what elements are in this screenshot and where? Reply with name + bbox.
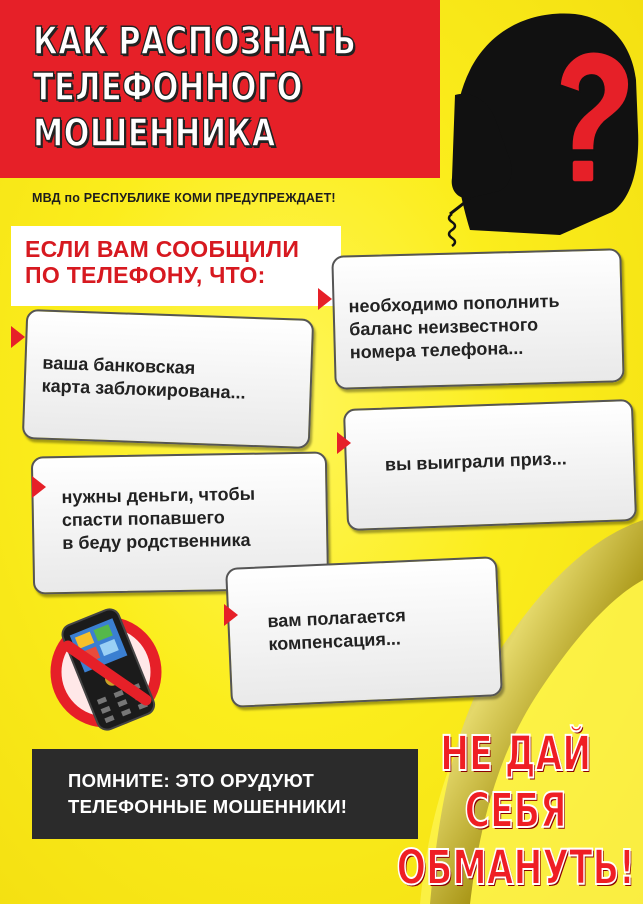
no-phone-icon bbox=[50, 598, 170, 738]
bubble-arrow bbox=[224, 604, 238, 626]
bubble-arrow bbox=[337, 432, 351, 454]
police-warning: МВД по РЕСПУБЛИКЕ КОМИ ПРЕДУПРЕЖДАЕТ! bbox=[32, 191, 336, 205]
title-line-3: МОШЕННИКА bbox=[33, 111, 276, 155]
bubble-compensation: вам полагается компенсация... bbox=[225, 556, 503, 708]
title-line-2: ТЕЛЕФОННОГО bbox=[33, 65, 303, 109]
slogan: НЕ ДАЙ СЕБЯ ОБМАНУТЬ! bbox=[396, 726, 635, 896]
bubble-relative-in-trouble: нужны деньги, чтобы спасти попавшего в беду родственника bbox=[31, 451, 329, 594]
question-text: ЕСЛИ ВАМ СООБЩИЛИ ПО ТЕЛЕФОНУ, ЧТО: bbox=[25, 236, 300, 288]
question-box bbox=[11, 226, 341, 306]
bubble-arrow bbox=[32, 476, 46, 498]
bubble-topup-balance: необходимо пополнить баланс неизвестного номера телефона... bbox=[331, 248, 624, 390]
title-line-1: КАК РАСПОЗНАТЬ bbox=[33, 19, 357, 63]
page-title bbox=[33, 18, 356, 156]
reminder-text: ПОМНИТЕ: ЭТО ОРУДУЮТ ТЕЛЕФОННЫЕ МОШЕННИКИ! bbox=[68, 770, 348, 817]
bubble-arrow bbox=[11, 326, 25, 348]
reminder-banner bbox=[32, 749, 418, 839]
bubble-won-prize: вы выиграли приз... bbox=[343, 399, 637, 531]
bubble-card-blocked: ваша банковская карта заблокирована... bbox=[22, 309, 314, 449]
caller-silhouette-icon bbox=[449, 13, 638, 246]
title-banner bbox=[0, 0, 440, 178]
bubble-arrow bbox=[318, 288, 332, 310]
